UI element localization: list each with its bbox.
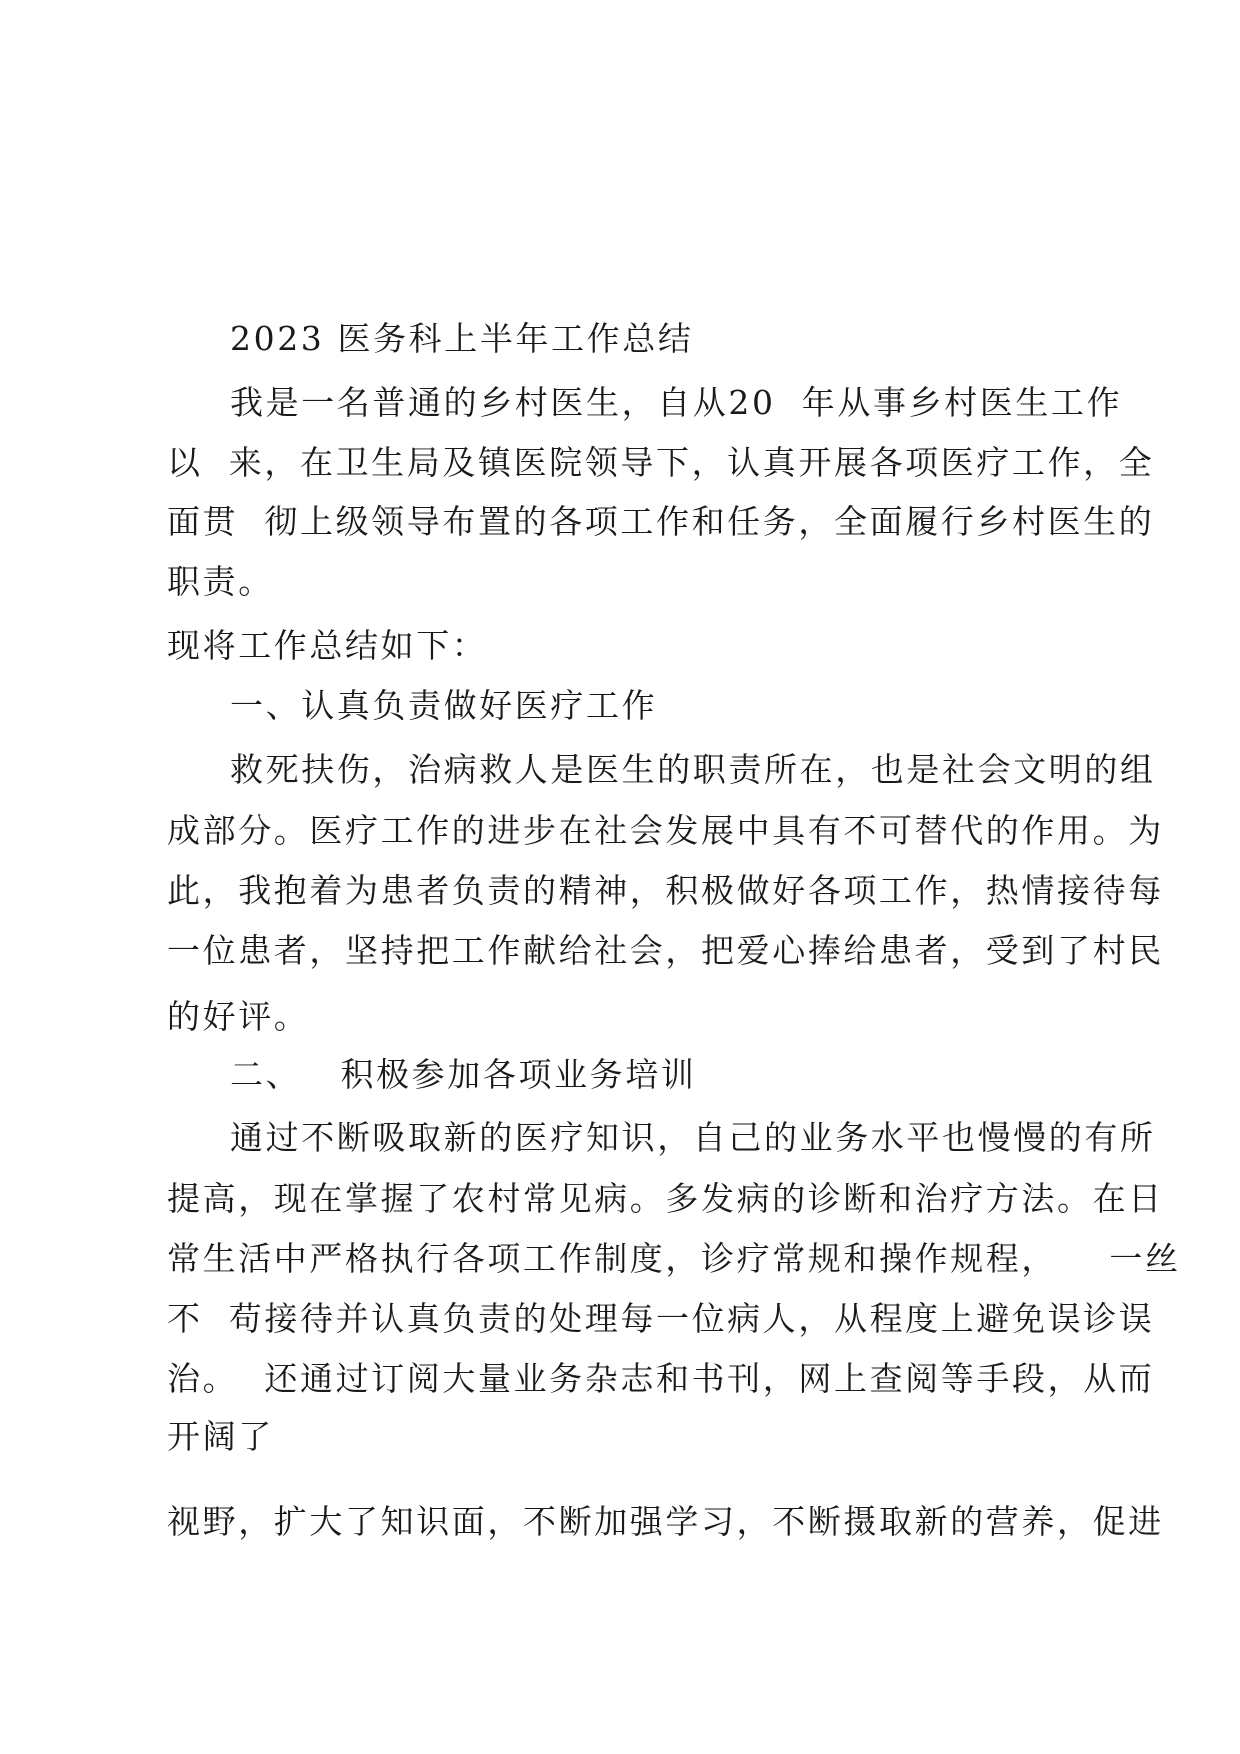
intro-line: 我是一名普通的乡村医生，自从20 年从事乡村医生工作	[230, 383, 1123, 422]
body-line: 通过不断吸取新的医疗知识，自己的业务水平也慢慢的有所	[230, 1118, 1156, 1157]
body-line: 救死扶伤，治病救人是医生的职责所在，也是社会文明的组	[230, 750, 1156, 789]
body-line: 的好评。	[167, 997, 310, 1036]
document-title: 2023 医务科上半年工作总结	[230, 319, 694, 358]
body-line: 不 苟接待并认真负责的处理每一位病人，从程度上避免误诊误	[167, 1299, 1155, 1338]
body-line: 提高，现在掌握了农村常见病。多发病的诊断和治疗方法。在日	[167, 1179, 1164, 1218]
intro-line: 面贯 彻上级领导布置的各项工作和任务，全面履行乡村医生的	[167, 502, 1155, 541]
body-line: 开阔了	[167, 1417, 274, 1456]
section-heading: 二、 积极参加各项业务培训	[230, 1055, 697, 1094]
body-line: 此，我抱着为患者负责的精神，积极做好各项工作，热情接待每	[167, 871, 1164, 910]
section-heading: 一、认真负责做好医疗工作	[230, 686, 658, 725]
body-line: 视野，扩大了知识面，不断加强学习，不断摄取新的营养，促进	[167, 1502, 1164, 1541]
body-line: 治。 还通过订阅大量业务杂志和书刊，网上查阅等手段，从而	[167, 1359, 1155, 1398]
intro-line: 以 来，在卫生局及镇医院领导下，认真开展各项医疗工作，全	[167, 443, 1155, 482]
body-line: 成部分。医疗工作的进步在社会发展中具有不可替代的作用。为	[167, 811, 1164, 850]
body-line: 常生活中严格执行各项工作制度，诊疗常规和操作规程， 一丝	[167, 1239, 1181, 1278]
intro-line: 职责。	[167, 562, 274, 601]
body-line: 一位患者，坚持把工作献给社会，把爱心捧给患者，受到了村民	[167, 931, 1164, 970]
summary-lead: 现将工作总结如下：	[167, 626, 488, 665]
